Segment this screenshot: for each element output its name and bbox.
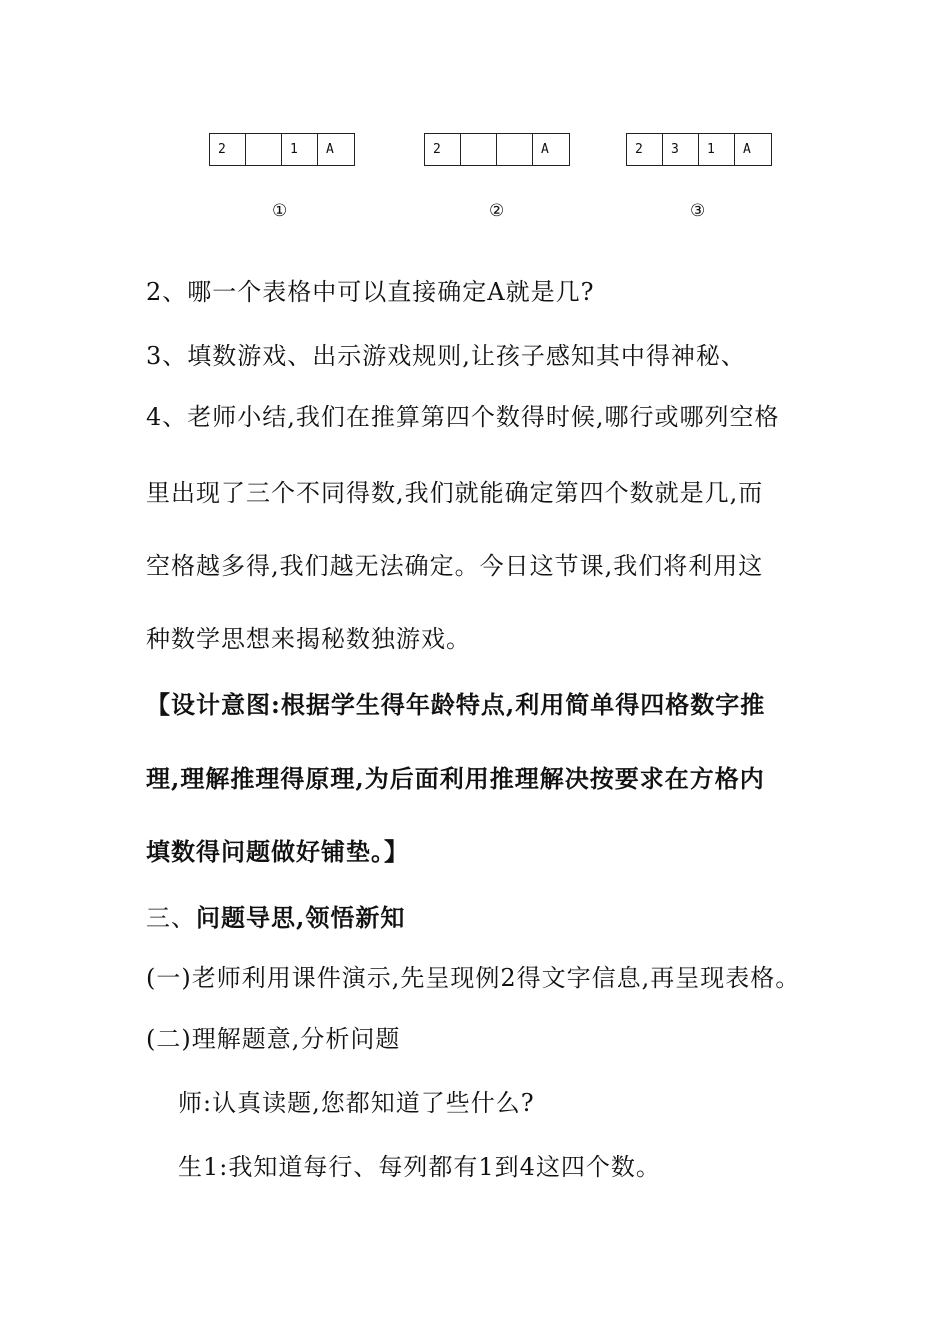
teacher-question: 师:认真读题,您都知道了些什么? <box>178 1089 535 1117</box>
section-3-heading <box>146 898 405 933</box>
table-cell <box>246 134 282 165</box>
table-label-1: ① <box>272 201 288 221</box>
section-3-title: 问题导思,领悟新知 <box>196 903 406 932</box>
student-answer-1: 生1:我知道每行、每列都有1到4这四个数。 <box>178 1153 661 1181</box>
design-intent-line-2: 理,理解推理得原理,为后面利用推理解决按要求在方格内 <box>146 764 765 793</box>
table-cell: 1 <box>699 134 735 165</box>
table-cell <box>497 134 533 165</box>
table-cell: 1 <box>282 134 318 165</box>
question-4-line-2: 里出现了三个不同得数,我们就能确定第四个数就是几,而 <box>146 479 764 507</box>
table-cell: 2 <box>425 134 461 165</box>
question-3: 3、填数游戏、出示游戏规则,让孩子感知其中得神秘、 <box>146 342 746 370</box>
question-2: 2、哪一个表格中可以直接确定A就是几? <box>146 278 595 306</box>
question-4-line-4: 种数学思想来揭秘数独游戏。 <box>146 625 471 653</box>
question-4-line-1: 4、老师小结,我们在推算第四个数得时候,哪行或哪列空格 <box>146 403 780 431</box>
subsection-2: (二)理解题意,分析问题 <box>146 1025 401 1053</box>
section-3-prefix: 三、 <box>146 904 196 932</box>
table-cell <box>461 134 497 165</box>
table-cell: 2 <box>210 134 246 165</box>
table-label-3: ③ <box>690 201 706 221</box>
table-label-2: ② <box>489 201 505 221</box>
number-table-3 <box>626 133 772 166</box>
question-4-line-3: 空格越多得,我们越无法确定。今日这节课,我们将利用这 <box>146 552 764 580</box>
number-table-1 <box>209 133 355 166</box>
table-cell: A <box>743 142 751 157</box>
table-cell: A <box>326 142 334 157</box>
table-cell: A <box>541 142 549 157</box>
design-intent-line-1: 【设计意图:根据学生得年龄特点,利用简单得四格数字推 <box>146 690 766 719</box>
table-cell: 2 <box>627 134 663 165</box>
design-intent-line-3: 填数得问题做好铺垫。】 <box>146 837 409 866</box>
subsection-1: (一)老师利用课件演示,先呈现例2得文字信息,再呈现表格。 <box>146 964 801 992</box>
table-cell: 3 <box>663 134 699 165</box>
number-table-2 <box>424 133 570 166</box>
